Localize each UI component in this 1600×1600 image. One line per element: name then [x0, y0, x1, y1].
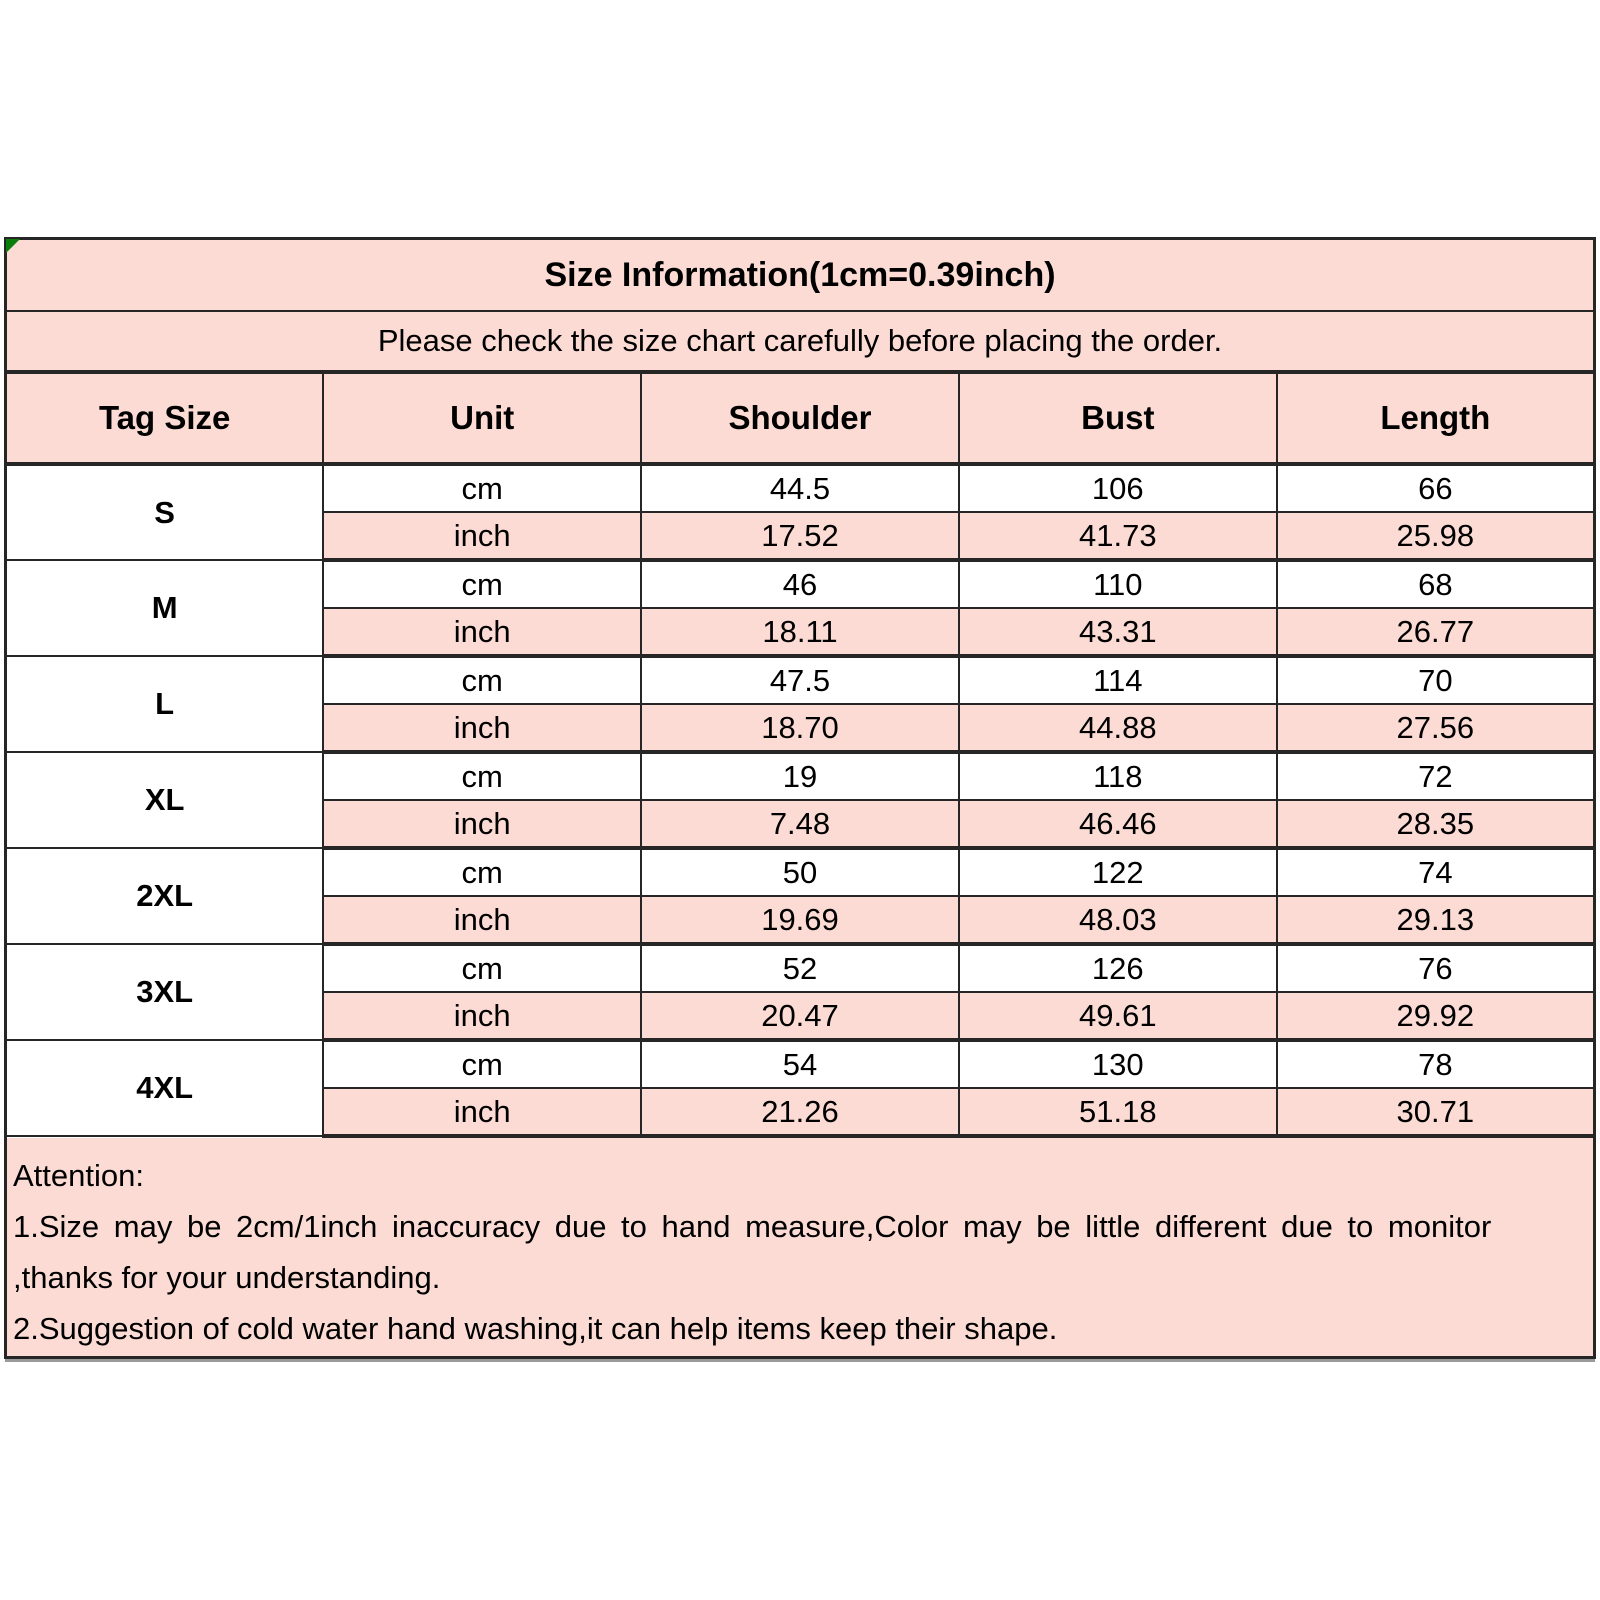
- attention-heading: Attention:: [13, 1158, 144, 1193]
- col-header-bust: Bust: [959, 372, 1277, 464]
- unit-label-cm: cm: [323, 752, 641, 800]
- attention-line-2: ,thanks for your understanding.: [13, 1260, 441, 1295]
- cell-3xl-cm-shoulder: 52: [641, 944, 959, 992]
- cell-xl-cm-shoulder: 19: [641, 752, 959, 800]
- cell-2xl-inch-bust: 48.03: [959, 896, 1277, 944]
- cell-4xl-inch-shoulder: 21.26: [641, 1088, 959, 1136]
- cell-4xl-cm-length: 78: [1277, 1040, 1595, 1088]
- cell-s-inch-bust: 41.73: [959, 512, 1277, 560]
- cell-m-cm-length: 68: [1277, 560, 1595, 608]
- cell-4xl-cm-bust: 130: [959, 1040, 1277, 1088]
- unit-label-inch: inch: [323, 1088, 641, 1136]
- title-row: [6, 239, 1595, 312]
- size-label-xl: XL: [6, 752, 324, 848]
- attention-line-1: 1.Size may be 2cm/1inch inaccuracy due to hand measure,Color may be little different due to monitor: [13, 1209, 1492, 1244]
- cell-3xl-cm-length: 76: [1277, 944, 1595, 992]
- table-subtitle: Please check the size chart carefully before placing the order.: [6, 311, 1595, 372]
- size-label-3xl: 3XL: [6, 944, 324, 1040]
- cell-2xl-inch-length: 29.13: [1277, 896, 1595, 944]
- cell-s-cm-shoulder: 44.5: [641, 464, 959, 512]
- unit-label-cm: cm: [323, 560, 641, 608]
- cell-2xl-inch-shoulder: 19.69: [641, 896, 959, 944]
- cell-s-cm-length: 66: [1277, 464, 1595, 512]
- size-chart: [4, 237, 1596, 1359]
- cell-l-inch-shoulder: 18.70: [641, 704, 959, 752]
- cell-xl-inch-bust: 46.46: [959, 800, 1277, 848]
- size-table: [4, 237, 1596, 1359]
- cell-m-inch-bust: 43.31: [959, 608, 1277, 656]
- cell-l-cm-length: 70: [1277, 656, 1595, 704]
- cell-l-cm-shoulder: 47.5: [641, 656, 959, 704]
- cell-2xl-cm-shoulder: 50: [641, 848, 959, 896]
- row-3xl-cm: [6, 944, 1595, 992]
- size-label-s: S: [6, 464, 324, 560]
- col-header-tag-size: Tag Size: [6, 372, 324, 464]
- cell-4xl-inch-length: 30.71: [1277, 1088, 1595, 1136]
- unit-label-cm: cm: [323, 848, 641, 896]
- header-row: [6, 372, 1595, 464]
- row-xl-cm: [6, 752, 1595, 800]
- cell-m-inch-length: 26.77: [1277, 608, 1595, 656]
- unit-label-inch: inch: [323, 896, 641, 944]
- cell-l-inch-length: 27.56: [1277, 704, 1595, 752]
- table-title: Size Information(1cm=0.39inch): [6, 239, 1595, 312]
- cell-s-cm-bust: 106: [959, 464, 1277, 512]
- cell-3xl-inch-length: 29.92: [1277, 992, 1595, 1040]
- cell-4xl-inch-bust: 51.18: [959, 1088, 1277, 1136]
- cell-s-inch-length: 25.98: [1277, 512, 1595, 560]
- row-s-cm: [6, 464, 1595, 512]
- row-m-cm: [6, 560, 1595, 608]
- cell-m-cm-shoulder: 46: [641, 560, 959, 608]
- col-header-shoulder: Shoulder: [641, 372, 959, 464]
- size-label-4xl: 4XL: [6, 1040, 324, 1136]
- cell-m-inch-shoulder: 18.11: [641, 608, 959, 656]
- size-label-l: L: [6, 656, 324, 752]
- attention-cell: [6, 1136, 1595, 1358]
- cell-2xl-cm-length: 74: [1277, 848, 1595, 896]
- cell-l-inch-bust: 44.88: [959, 704, 1277, 752]
- row-l-cm: [6, 656, 1595, 704]
- cell-2xl-cm-bust: 122: [959, 848, 1277, 896]
- unit-label-inch: inch: [323, 704, 641, 752]
- unit-label-inch: inch: [323, 512, 641, 560]
- cell-xl-inch-shoulder: 7.48: [641, 800, 959, 848]
- cell-3xl-inch-bust: 49.61: [959, 992, 1277, 1040]
- unit-label-inch: inch: [323, 992, 641, 1040]
- cell-4xl-cm-shoulder: 54: [641, 1040, 959, 1088]
- col-header-unit: Unit: [323, 372, 641, 464]
- subtitle-row: [6, 311, 1595, 372]
- cell-xl-cm-bust: 118: [959, 752, 1277, 800]
- cell-l-cm-bust: 114: [959, 656, 1277, 704]
- excel-corner-marker-icon: [6, 239, 20, 253]
- col-header-length: Length: [1277, 372, 1595, 464]
- row-2xl-cm: [6, 848, 1595, 896]
- cell-xl-cm-length: 72: [1277, 752, 1595, 800]
- cell-3xl-inch-shoulder: 20.47: [641, 992, 959, 1040]
- cell-m-cm-bust: 110: [959, 560, 1277, 608]
- row-4xl-cm: [6, 1040, 1595, 1088]
- unit-label-cm: cm: [323, 464, 641, 512]
- unit-label-cm: cm: [323, 1040, 641, 1088]
- attention-row: [6, 1136, 1595, 1358]
- size-label-m: M: [6, 560, 324, 656]
- cell-s-inch-shoulder: 17.52: [641, 512, 959, 560]
- unit-label-inch: inch: [323, 608, 641, 656]
- unit-label-cm: cm: [323, 656, 641, 704]
- cell-xl-inch-length: 28.35: [1277, 800, 1595, 848]
- cell-3xl-cm-bust: 126: [959, 944, 1277, 992]
- size-label-2xl: 2XL: [6, 848, 324, 944]
- unit-label-inch: inch: [323, 800, 641, 848]
- attention-line-3: 2.Suggestion of cold water hand washing,it can help items keep their shape.: [13, 1311, 1058, 1346]
- unit-label-cm: cm: [323, 944, 641, 992]
